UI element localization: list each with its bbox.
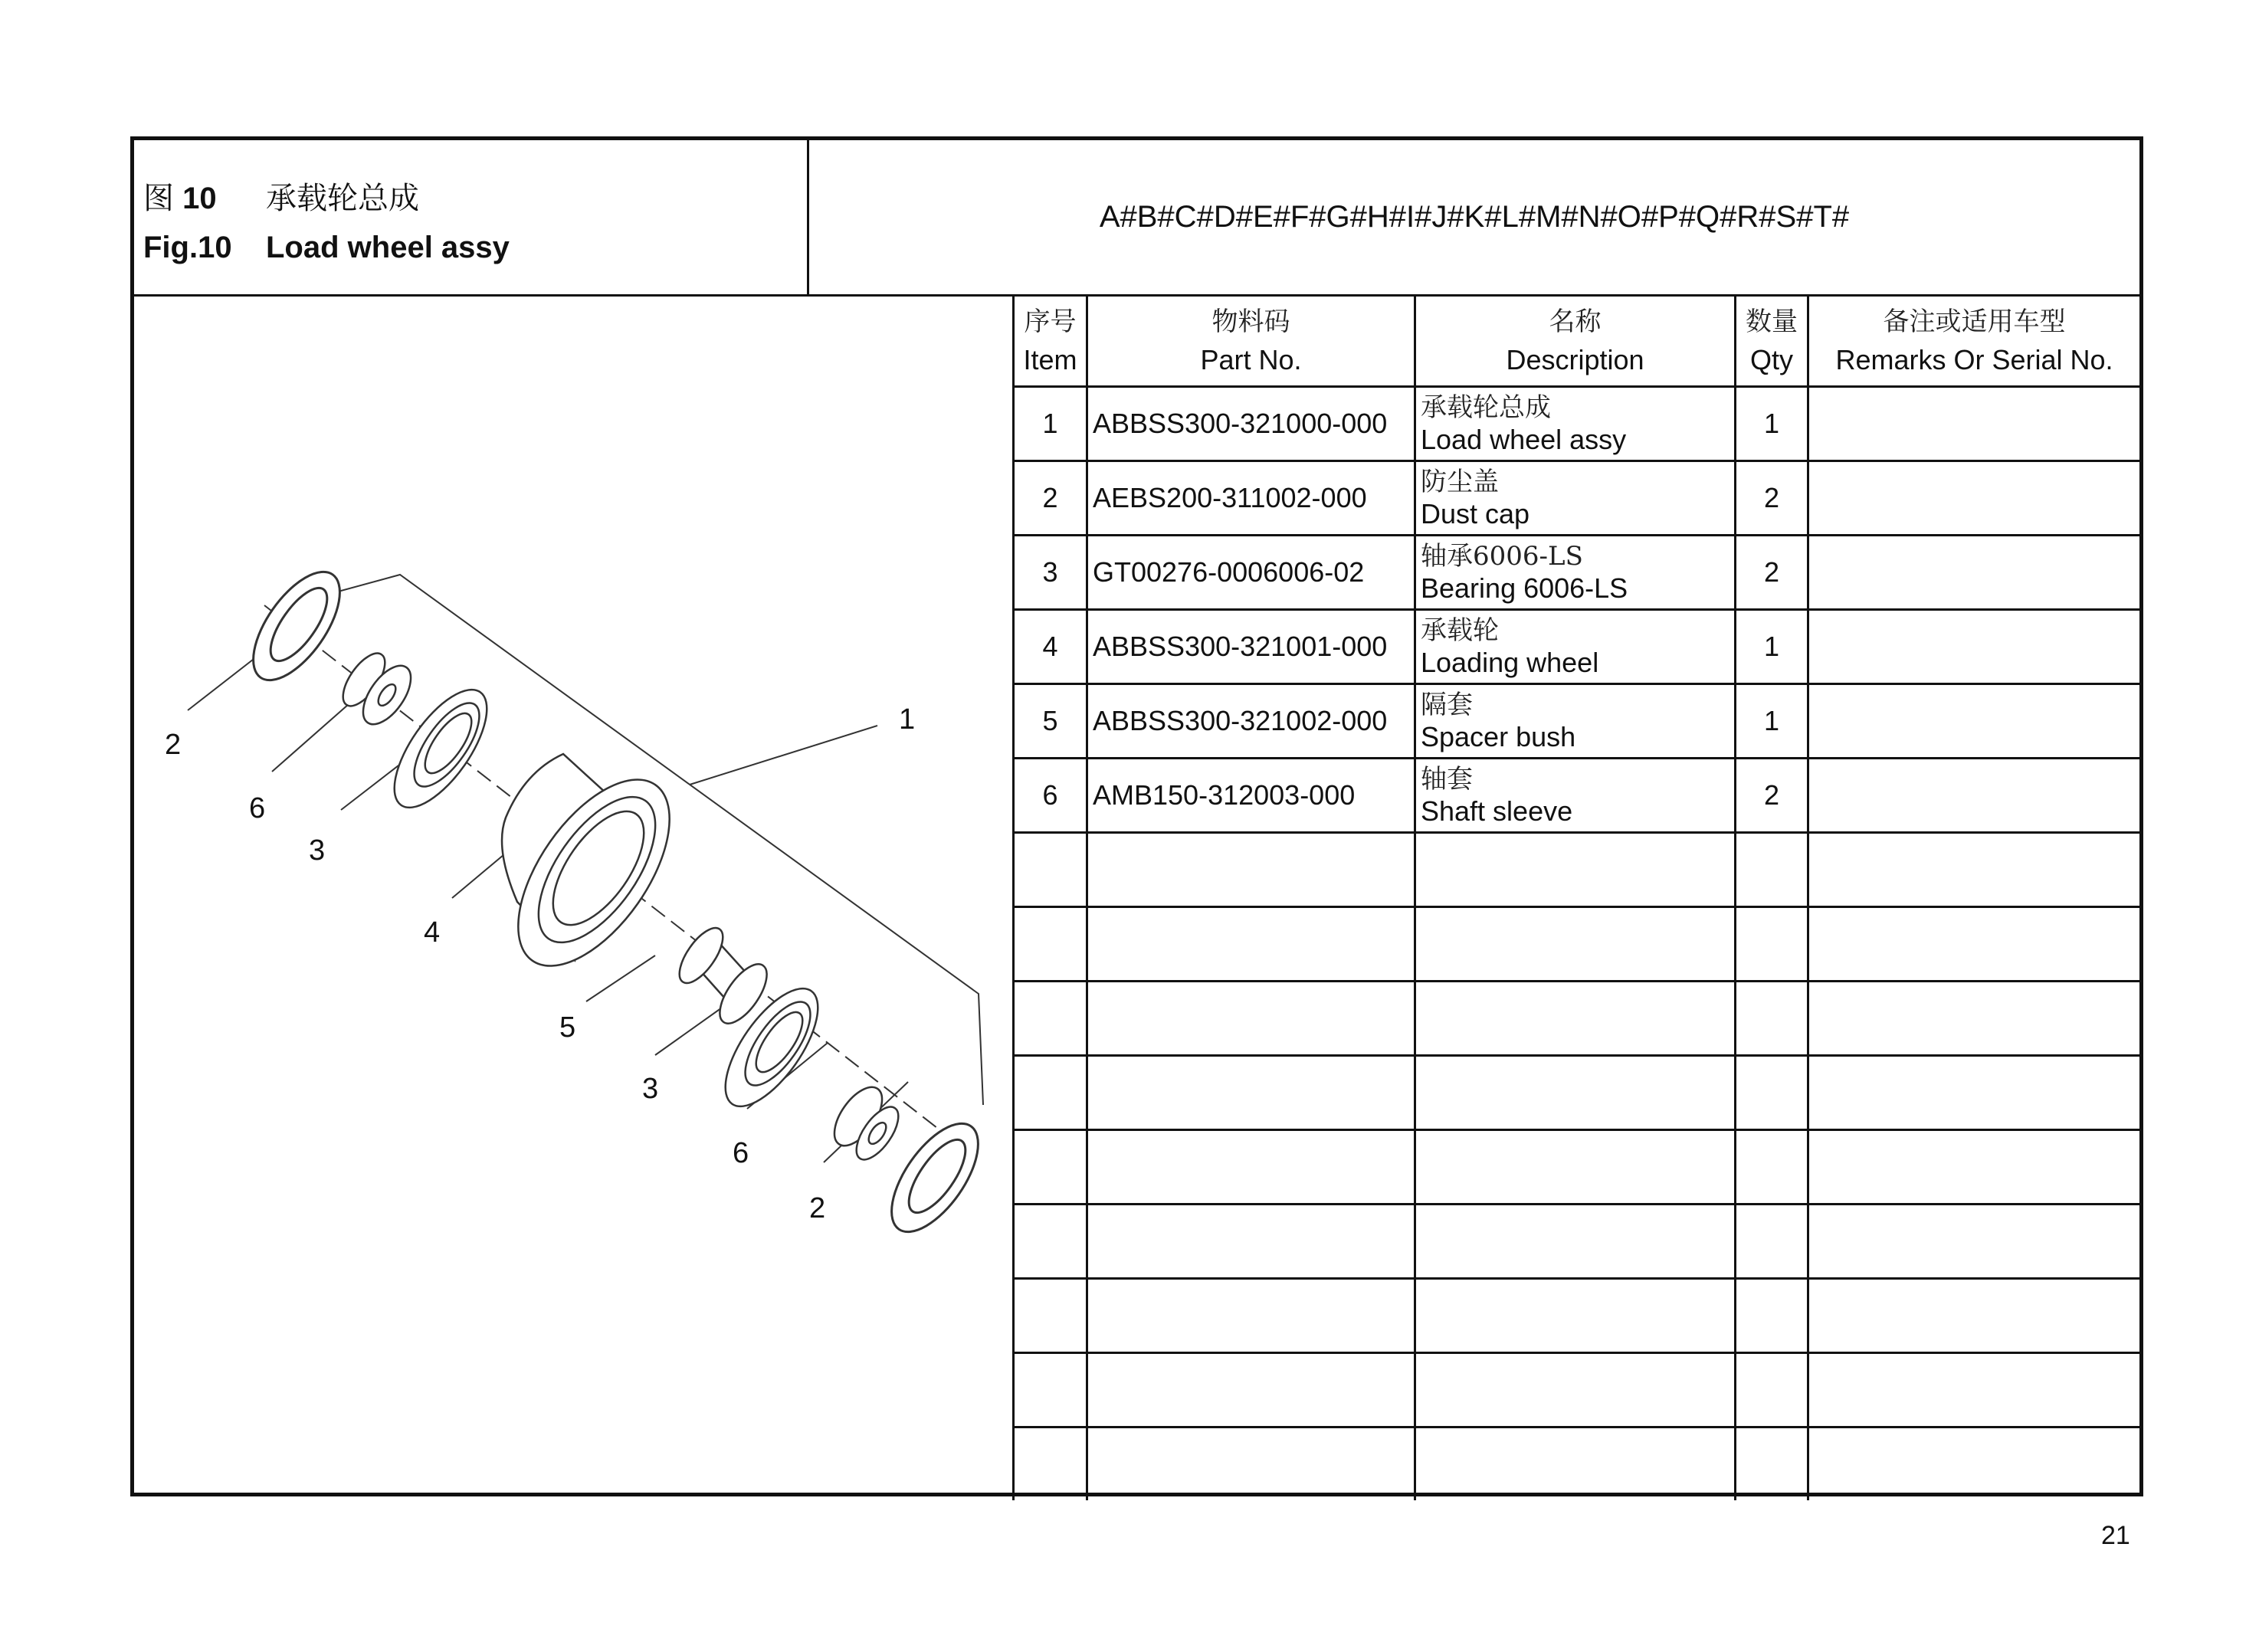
serial-code: A#B#C#D#E#F#G#H#I#J#K#L#M#N#O#P#Q#R#S#T# xyxy=(1099,200,1850,234)
shaft-sleeve-icon xyxy=(335,647,420,733)
callout-2: 2 xyxy=(809,1192,826,1224)
parts-list xyxy=(1012,297,2139,1493)
figure-title-cn xyxy=(143,180,419,217)
parts-table xyxy=(1012,297,2139,1500)
table-row xyxy=(1014,536,2140,610)
quantity: 1 xyxy=(1736,684,1808,759)
column-header-qty: 数量 Qty xyxy=(1736,297,1808,387)
empty-table-row xyxy=(1014,907,2140,982)
quantity: 1 xyxy=(1736,610,1808,684)
page-number: 21 xyxy=(2101,1521,2130,1550)
item-number: 5 xyxy=(1014,684,1087,759)
remarks xyxy=(1808,610,2140,684)
quantity: 2 xyxy=(1736,461,1808,536)
item-number: 3 xyxy=(1014,536,1087,610)
item-number: 1 xyxy=(1014,387,1087,461)
empty-table-row xyxy=(1014,1205,2140,1279)
callout-3: 3 xyxy=(309,834,326,867)
callout-4: 4 xyxy=(424,916,441,949)
item-number: 2 xyxy=(1014,461,1087,536)
column-header-item: 序号 Item xyxy=(1014,297,1087,387)
figure-en-prefix: Fig.10 xyxy=(143,231,232,264)
callout-6: 6 xyxy=(733,1137,749,1169)
loading-wheel-icon xyxy=(488,754,699,992)
figure-number: 10 xyxy=(182,182,217,215)
remarks xyxy=(1808,536,2140,610)
item-number: 4 xyxy=(1014,610,1087,684)
part-number: ABBSS300-321000-000 xyxy=(1087,387,1415,461)
load-wheel-exploded-diagram xyxy=(134,297,1012,1496)
quantity: 1 xyxy=(1736,387,1808,461)
callout-6: 6 xyxy=(249,792,266,824)
empty-table-row xyxy=(1014,1427,2140,1501)
callout-2: 2 xyxy=(165,729,182,761)
quantity: 2 xyxy=(1736,536,1808,610)
description: 轴套 Shaft sleeve xyxy=(1415,759,1736,833)
description: 承载轮 Loading wheel xyxy=(1415,610,1736,684)
table-row xyxy=(1014,610,2140,684)
empty-table-row xyxy=(1014,1056,2140,1130)
remarks xyxy=(1808,461,2140,536)
column-header-part-no: 物料码 Part No. xyxy=(1087,297,1415,387)
table-header-row xyxy=(1014,297,2140,387)
title-cn: 承载轮总成 xyxy=(266,181,419,216)
quantity: 2 xyxy=(1736,759,1808,833)
empty-table-row xyxy=(1014,1279,2140,1353)
empty-table-row xyxy=(1014,1353,2140,1427)
description: 承载轮总成 Load wheel assy xyxy=(1415,387,1736,461)
part-number: GT00276-0006006-02 xyxy=(1087,536,1415,610)
description: 防尘盖 Dust cap xyxy=(1415,461,1736,536)
title-en: Load wheel assy xyxy=(266,231,510,264)
callout-3: 3 xyxy=(642,1073,659,1105)
remarks xyxy=(1808,759,2140,833)
dust-cap-icon xyxy=(237,558,356,694)
part-number: ABBSS300-321001-000 xyxy=(1087,610,1415,684)
empty-table-row xyxy=(1014,833,2140,907)
figure-title-en xyxy=(143,229,510,266)
table-row xyxy=(1014,684,2140,759)
description: 轴承6006-LS Bearing 6006-LS xyxy=(1415,536,1736,610)
empty-table-row xyxy=(1014,982,2140,1056)
serial-code-cell xyxy=(809,140,2139,297)
callout-1: 1 xyxy=(899,703,916,736)
item-number: 6 xyxy=(1014,759,1087,833)
empty-table-row xyxy=(1014,1130,2140,1205)
exploded-view-drawing xyxy=(134,297,1012,1496)
table-row xyxy=(1014,759,2140,833)
part-number: ABBSS300-321002-000 xyxy=(1087,684,1415,759)
part-number: AMB150-312003-000 xyxy=(1087,759,1415,833)
remarks xyxy=(1808,684,2140,759)
callout-5: 5 xyxy=(559,1011,576,1044)
figure-title-block xyxy=(134,140,809,297)
parts-page-frame xyxy=(130,136,2143,1496)
description: 隔套 Spacer bush xyxy=(1415,684,1736,759)
table-row xyxy=(1014,387,2140,461)
column-header-description: 名称 Description xyxy=(1415,297,1736,387)
figure-cn-prefix: 图 xyxy=(143,181,174,216)
remarks xyxy=(1808,387,2140,461)
shaft-sleeve-icon xyxy=(825,1079,907,1166)
table-row xyxy=(1014,461,2140,536)
part-number: AEBS200-311002-000 xyxy=(1087,461,1415,536)
column-header-remarks: 备注或适用车型 Remarks Or Serial No. xyxy=(1808,297,2140,387)
